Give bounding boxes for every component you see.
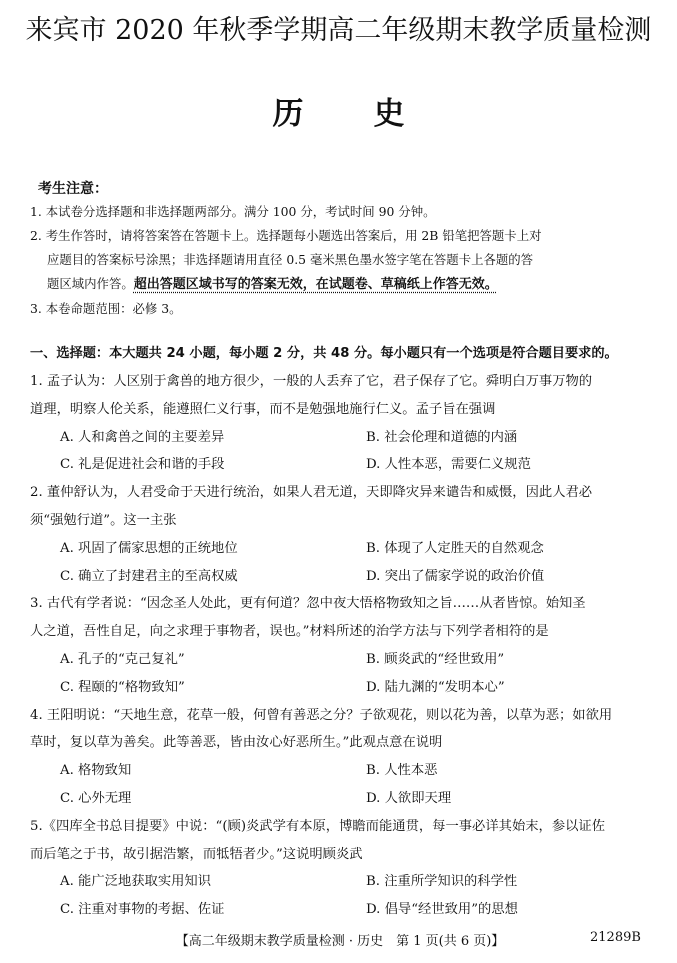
question-stem: 2. 董仲舒认为，人君受命于天进行统治，如果人君无道，天即降灾异来谴告和威慑，因此人君必 xyxy=(30,485,593,501)
question-options xyxy=(30,757,670,813)
section-heading: 一、选择题：本大题共 24 小题，每小题 2 分，共 48 分。每小题只有一个选项是符合题目要求的。 xyxy=(30,346,618,361)
option-d: D. 人性本恶，需要仁义规范 xyxy=(366,457,531,473)
question-list xyxy=(30,368,670,924)
question-stem-cont: 须“强勉行道”。这一主张 xyxy=(30,512,177,528)
option-d: D. 陆九渊的“发明本心” xyxy=(366,679,505,695)
question-4 xyxy=(30,702,670,813)
notice-item-2-cont: 应题目的答案标号涂黑；非选择题请用直径 0.5 毫米黑色墨水签字笔在答题卡上各题的答 xyxy=(47,252,534,267)
question-stem-cont: 道理，明察人伦关系，能遵照仁义行事，而不是勉强地施行仁义。孟子旨在强调 xyxy=(30,401,496,417)
option-b: B. 社会伦理和道德的内涵 xyxy=(366,429,518,445)
question-2 xyxy=(30,479,670,590)
question-stem: 5.《四库全书总目提要》中说：“(顾)炎武学有本原，博瞻而能通贯，每一事必详其始末，参以证佐 xyxy=(30,818,606,834)
option-d: D. 突出了儒家学说的政治价值 xyxy=(366,568,545,584)
question-stem-cont: 而后笔之于书，故引据浩繁，而牴牾者少。”这说明顾炎武 xyxy=(30,846,363,862)
option-c: C. 注重对事物的考据、佐证 xyxy=(60,902,225,918)
question-options xyxy=(30,646,670,702)
question-stem: 3. 古代有学者说：“因念圣人处此，更有何道？忽中夜大悟格物致知之旨……从者皆惊。始知圣 xyxy=(30,596,586,612)
option-d: D. 人欲即天理 xyxy=(366,790,452,806)
footer-exam-code: 21289B xyxy=(590,930,641,945)
notice-item-2-plain: 题区域内作答。 xyxy=(47,276,134,291)
question-3 xyxy=(30,590,670,701)
subject-char-1: 历 xyxy=(272,96,304,132)
question-1 xyxy=(30,368,670,479)
option-a: A. 巩固了儒家思想的正统地位 xyxy=(60,540,238,556)
option-b: B. 体现了人定胜天的自然观念 xyxy=(366,540,544,556)
question-5 xyxy=(30,813,670,924)
exam-title: 来宾市 2020 年秋季学期高二年级期末教学质量检测 xyxy=(25,15,652,46)
option-b: B. 人性本恶 xyxy=(366,763,438,779)
option-c: C. 心外无理 xyxy=(60,790,132,806)
option-d: D. 倡导“经世致用”的思想 xyxy=(366,902,518,918)
question-stem: 1. 孟子认为：人区别于禽兽的地方很少，一般的人丢弃了它，君子保存了它。舜明白万事万物的 xyxy=(30,374,593,389)
option-b: B. 注重所学知识的科学性 xyxy=(366,874,518,890)
notice-item-2: 2. 考生作答时，请将答案答在答题卡上。选择题每小题选出答案后，用 2B 铅笔把答题卡上对 xyxy=(30,228,542,243)
option-c: C. 确立了封建君主的至高权威 xyxy=(60,568,238,584)
notice-heading: 考生注意： xyxy=(38,181,108,197)
notice-item-2-emphasis: 超出答题区域书写的答案无效，在试题卷、草稿纸上作答无效。 xyxy=(133,277,498,292)
subject-char-2: 史 xyxy=(373,96,405,132)
question-options xyxy=(30,535,670,591)
notice-block xyxy=(30,200,660,321)
option-a: A. 孔子的“克己复礼” xyxy=(60,651,185,667)
question-stem: 4. 王阳明说：“天地生意，花草一般，何曾有善恶之分？子欲观花，则以花为善，以草为恶；如欲用 xyxy=(30,707,613,723)
notice-item-2-end xyxy=(30,272,660,297)
option-b: B. 顾炎武的“经世致用” xyxy=(366,651,505,667)
question-stem-cont: 草时，复以草为善矣。此等善恶，皆由汝心好恶所生。”此观点意在说明 xyxy=(30,735,443,751)
option-a: A. 人和禽兽之间的主要差异 xyxy=(60,429,225,445)
question-options xyxy=(30,868,670,924)
option-c: C. 程颐的“格物致知” xyxy=(60,679,185,695)
option-c: C. 礼是促进社会和谐的手段 xyxy=(60,457,225,473)
subject-title xyxy=(0,88,677,133)
notice-item-1: 1. 本试卷分选择题和非选择题两部分。满分 100 分，考试时间 90 分钟。 xyxy=(30,204,436,219)
footer-page-info: 【高二年级期末教学质量检测 · 历史 第 1 页(共 6 页)】 xyxy=(175,934,505,949)
option-a: A. 格物致知 xyxy=(60,763,132,779)
option-a: A. 能广泛地获取实用知识 xyxy=(60,874,212,890)
notice-item-3: 3. 本卷命题范围：必修 3。 xyxy=(30,301,182,316)
question-stem-cont: 人之道，吾性自足，向之求理于事物者，误也。”材料所述的治学方法与下列学者相符的是 xyxy=(30,624,549,640)
question-options xyxy=(30,424,670,480)
